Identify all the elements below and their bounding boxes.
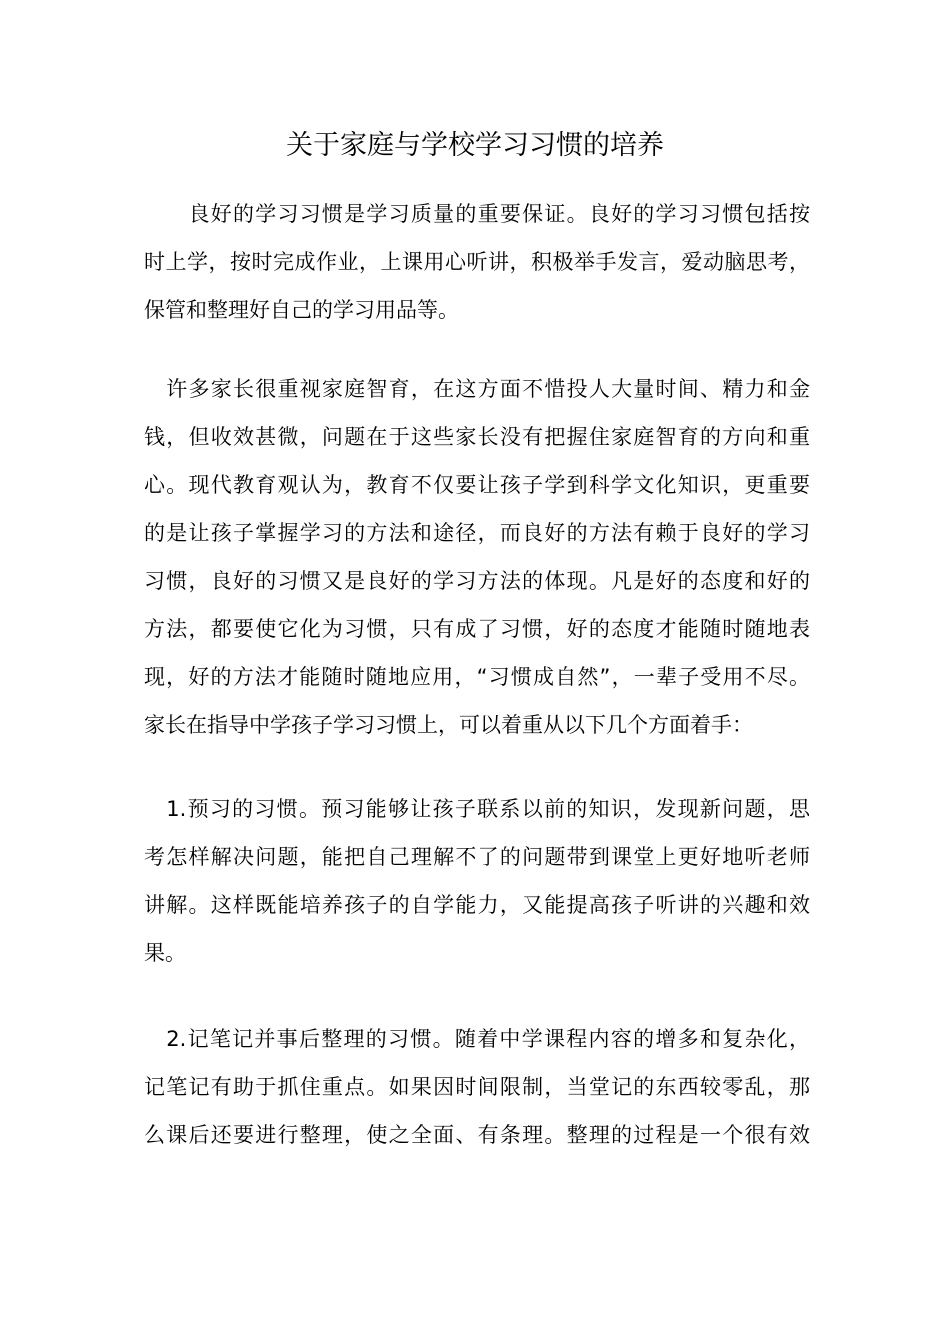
- paragraph-line: 现，好的方法才能随时随地应用，“习惯成自然”，一辈子受用不尽。: [144, 665, 810, 689]
- paragraph-line: 时上学，按时完成作业，上课用心听讲，积极举手发言，爱动脑思考，: [144, 250, 810, 274]
- paragraph-preview-habit: [144, 785, 810, 977]
- document-title: 关于家庭与学校学习习惯的培养: [286, 130, 664, 161]
- paragraph-line: 习惯，良好的习惯又是良好的学习方法的体现。凡是好的态度和好的: [144, 569, 810, 593]
- paragraph-line: 方法，都要使它化为习惯，只有成了习惯，好的态度才能随时随地表: [144, 617, 810, 641]
- paragraph-line: 心。现代教育观认为，教育不仅要让孩子学到科学文化知识，更重要: [144, 473, 810, 497]
- paragraph-line: 保管和整理好自己的学习用品等。: [144, 298, 459, 322]
- paragraph-notes-habit: [144, 1015, 810, 1159]
- paragraph-line: 2.记笔记并事后整理的习惯。随着中学课程内容的增多和复杂化，: [144, 1027, 810, 1051]
- paragraph-line: 果。: [144, 941, 186, 965]
- paragraph-line: 么课后还要进行整理，使之全面、有条理。整理的过程是一个很有效: [144, 1123, 810, 1147]
- paragraph-intro: [144, 190, 810, 334]
- paragraph-line: 讲解。这样既能培养孩子的自学能力，又能提高孩子听讲的兴趣和效: [144, 893, 810, 917]
- paragraph-line: 1.预习的习惯。预习能够让孩子联系以前的知识，发现新问题，思: [144, 797, 810, 821]
- paragraph-line: 家长在指导中学孩子学习习惯上，可以着重从以下几个方面着手：: [144, 713, 753, 737]
- paragraph-line: 记笔记有助于抓住重点。如果因时间限制，当堂记的东西较零乱，那: [144, 1075, 810, 1099]
- paragraph-parents: [144, 365, 810, 749]
- paragraph-line: 考怎样解决问题，能把自己理解不了的问题带到课堂上更好地听老师: [144, 845, 810, 869]
- paragraph-line: 许多家长很重视家庭智育，在这方面不惜投人大量时间、精力和金: [144, 377, 810, 401]
- paragraph-line: 的是让孩子掌握学习的方法和途径，而良好的方法有赖于良好的学习: [144, 521, 810, 545]
- paragraph-line: 钱，但收效甚微，问题在于这些家长没有把握住家庭智育的方向和重: [144, 425, 810, 449]
- paragraph-line: 良好的学习习惯是学习质量的重要保证。良好的学习习惯包括按: [144, 202, 810, 226]
